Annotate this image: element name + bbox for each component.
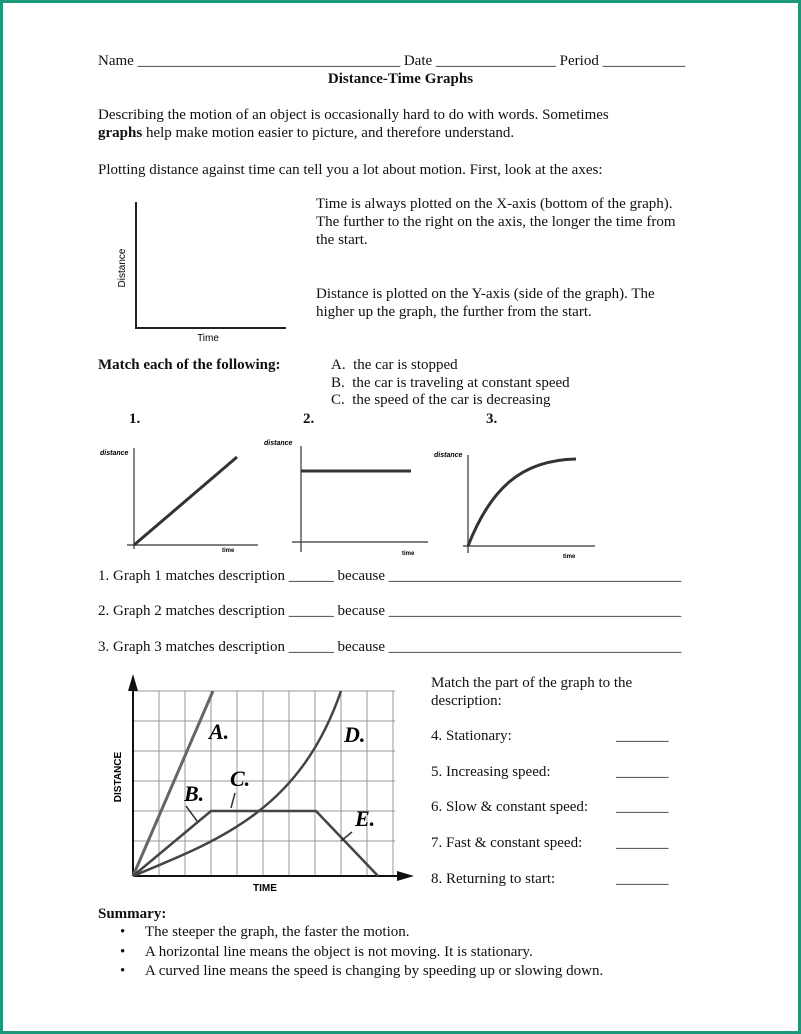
option-text: the speed of the car is decreasing (352, 392, 551, 408)
graph-number-2: 2. (303, 411, 315, 427)
part-match-intro-2: description: (431, 693, 502, 709)
part-item-6-label: 6. Slow & constant speed: (431, 799, 589, 815)
intro-bold-word: graphs (98, 125, 143, 141)
pointer-e (341, 832, 352, 841)
option-letter: B. (331, 375, 345, 391)
part-item-5-label: 5. Increasing speed: (431, 764, 551, 780)
option-letter: A. (331, 357, 346, 373)
question-2[interactable]: 2. Graph 2 matches description ______ because _______________________________________ (98, 603, 682, 619)
time-text-2: The further to the right on the axis, the longer the time from (316, 214, 676, 230)
graph3-x-label: time (563, 554, 576, 560)
question-1[interactable]: 1. Graph 1 matches description ______ because _______________________________________ (98, 568, 682, 584)
date-blank[interactable]: ________________ (435, 53, 556, 69)
part-item-5-blank[interactable]: _______ (616, 764, 669, 780)
big-graph-y-label: DISTANCE (113, 751, 124, 803)
date-label: Date (403, 53, 433, 69)
intro-line-3: Plotting distance against time can tell you a lot about motion. First, look at the axes: (98, 162, 603, 178)
axes-demo-x-label: Time (197, 333, 219, 344)
part-item-8-label: 8. Returning to start: (431, 871, 556, 887)
summary-bullet-2: • A horizontal line means the object is not moving. It is stationary. (145, 943, 533, 961)
time-text-1: Time is always plotted on the X-axis (bottom of the graph). (316, 196, 673, 212)
part-item-7-label: 7. Fast & constant speed: (431, 835, 583, 851)
question-3[interactable]: 3. Graph 3 matches description ______ because _______________________________________ (98, 639, 682, 655)
pointer-c (231, 793, 235, 808)
part-item-4-blank[interactable]: _______ (616, 728, 669, 744)
option-letter: C. (331, 392, 345, 408)
distance-text-1: Distance is plotted on the Y-axis (side of the graph). The (316, 286, 655, 302)
intro-line-2-rest: help make motion easier to picture, and therefore understand. (142, 125, 515, 141)
part-item-6-blank[interactable]: _______ (616, 799, 669, 815)
pointer-b (186, 806, 197, 821)
part-item-4-label: 4. Stationary: (431, 728, 512, 744)
graph1-x-label: time (222, 548, 235, 554)
segment-label-b: B. (184, 781, 205, 806)
name-blank[interactable]: ___________________________________ (137, 53, 401, 69)
graph-number-3: 3. (486, 411, 498, 427)
period-label: Period (559, 53, 599, 69)
graph-number-1: 1. (129, 411, 141, 427)
part-match-intro-1: Match the part of the graph to the (431, 675, 633, 691)
segment-label-a: A. (209, 719, 230, 744)
big-graph-x-label: TIME (253, 883, 277, 894)
page-title: Distance-Time Graphs (327, 71, 474, 87)
period-blank[interactable]: ___________ (602, 53, 686, 69)
time-text-3: the start. (316, 232, 368, 248)
segment-label-e: E. (355, 806, 376, 831)
summary-bullet-3: • A curved line means the speed is changing by speeding up or slowing down. (145, 962, 603, 980)
name-label: Name (98, 53, 134, 69)
graph1-y-label: distance (100, 450, 129, 457)
big-graph-x-arrow (397, 871, 414, 881)
graph2-x-label: time (402, 551, 415, 557)
big-graph-y-arrow (128, 674, 138, 691)
summary-bullet-1: • The steeper the graph, the faster the motion. (145, 923, 410, 941)
graph2-y-label: distance (264, 440, 293, 447)
summary-heading: Summary: (98, 906, 167, 922)
axes-demo-y-label: Distance (117, 248, 128, 288)
distance-text-2: higher up the graph, the further from the start. (316, 304, 592, 320)
option-text: the car is stopped (353, 357, 458, 373)
segment-label-d: D. (344, 722, 366, 747)
part-item-8-blank[interactable]: _______ (616, 871, 669, 887)
intro-line-1: Describing the motion of an object is occasionally hard to do with words. Sometimes (98, 107, 609, 123)
option-text: the car is traveling at constant speed (352, 375, 570, 391)
graph3-y-label: distance (434, 452, 463, 459)
part-item-7-blank[interactable]: _______ (616, 835, 669, 851)
match-heading: Match each of the following: (98, 357, 281, 373)
segment-label-c: C. (230, 766, 251, 791)
